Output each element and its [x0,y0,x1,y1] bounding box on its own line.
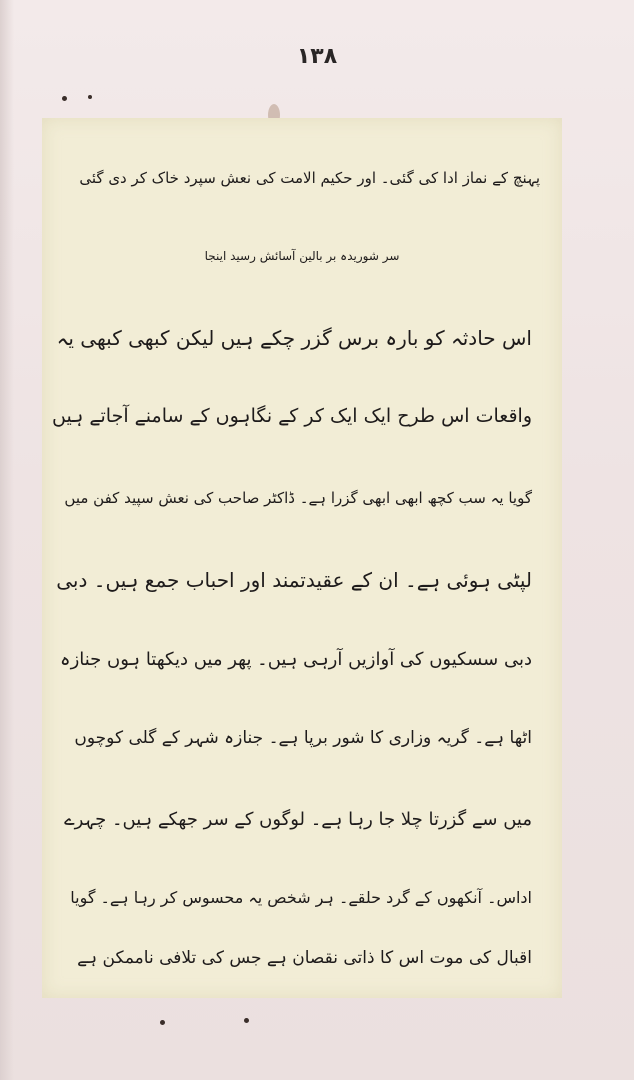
ink-spot [244,1018,249,1023]
text-line-4: واقعات اس طرح ایک ایک کر کے نگاہوں کے سامنے آجاتے ہیں [52,405,532,427]
text-line-3: اس حادثہ کو بارہ برس گزر چکے ہیں لیکن کبھی کبھی یہ [56,326,532,350]
text-line-6: لپٹی ہوئی ہے۔ ان کے عقیدتمند اور احباب جمع ہیں۔ دبی [56,568,532,592]
text-line-10: اداس۔ آنکھوں کے گرد حلقے۔ ہر شخص یہ محسوس کر رہا ہے۔ گویا [70,888,532,907]
text-line-5: گویا یہ سب کچھ ابھی ابھی گزرا ہے۔ ڈاکٹر صاحب کی نعش سپید کفن میں [64,489,532,507]
ink-spot [160,1020,165,1025]
text-body [42,118,562,998]
text-line-11: اقبال کی موت اس کا ذاتی نقصان ہے جس کی تلافی ناممکن ہے [77,948,532,968]
text-line-7: دبی سسکیوں کی آوازیں آرہی ہیں۔ پھر میں دیکھتا ہوں جنازہ [60,649,532,670]
ink-spot [62,96,67,101]
verse-line: سر شوریدہ بر بالین آسائش رسید اینجا [204,249,400,263]
page-number: ۱۳۸ [296,44,338,69]
text-line-8: اٹھا ہے۔ گریہ وزاری کا شور برپا ہے۔ جنازہ شہر کے گلی کوچوں [74,728,532,748]
text-line-9: میں سے گزرتا چلا جا رہا ہے۔ لوگوں کے سر جھکے ہیں۔ چہرے [64,809,532,830]
text-line-1: پہنچ کے نماز ادا کی گئی۔ اور حکیم الامت کی نعش سپرد خاک کر دی گئی [79,169,540,187]
ink-spot [88,95,92,99]
